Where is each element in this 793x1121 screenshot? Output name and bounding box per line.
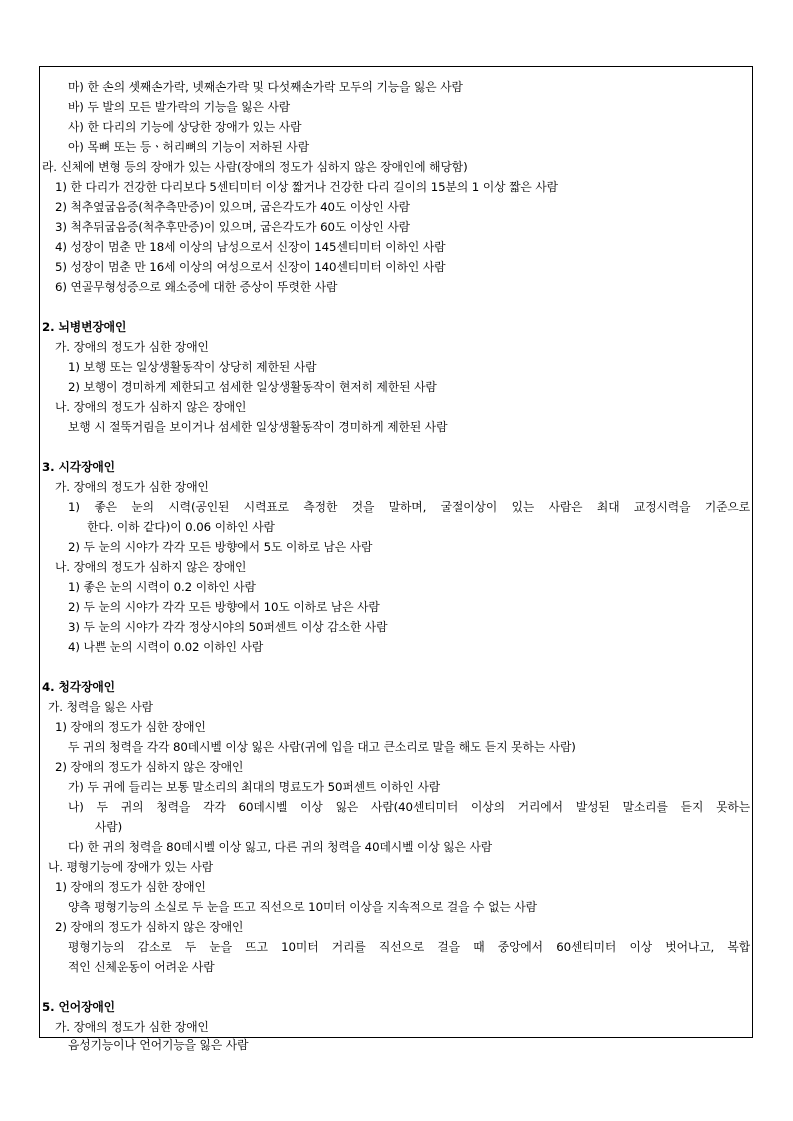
text-line: 1) 좋은 눈의 시력(공인된 시력표로 측정한 것을 말하며, 굴절이상이 있는 사람은 최대 교정시력을 기준으로 bbox=[68, 500, 750, 514]
section-heading: 2. 뇌병변장애인 bbox=[42, 320, 127, 334]
text-line: 가. 청력을 잃은 사람 bbox=[48, 700, 153, 714]
text-line: 평형기능의 감소로 두 눈을 뜨고 10미터 거리를 직선으로 걸을 때 중앙에서 60센티미터 이상 벗어나고, 복합 bbox=[68, 940, 750, 954]
text-line: 2) 장애의 정도가 심하지 않은 장애인 bbox=[55, 920, 244, 934]
text-line: 1) 장애의 정도가 심한 장애인 bbox=[55, 880, 206, 894]
text-line: 가. 장애의 정도가 심한 장애인 bbox=[55, 1020, 209, 1034]
text-line: 나. 장애의 정도가 심하지 않은 장애인 bbox=[55, 400, 247, 414]
text-line: 음성기능이나 언어기능을 잃은 사람 bbox=[68, 1038, 249, 1052]
section-heading: 5. 언어장애인 bbox=[42, 1000, 115, 1014]
text-line: 사람) bbox=[95, 820, 123, 834]
text-line: 2) 척추옆굽음증(척추측만증)이 있으며, 굽은각도가 40도 이상인 사람 bbox=[55, 200, 410, 214]
text-line: 4) 나쁜 눈의 시력이 0.02 이하인 사람 bbox=[68, 640, 264, 654]
text-line: 1) 장애의 정도가 심한 장애인 bbox=[55, 720, 206, 734]
text-line: 바) 두 발의 모든 발가락의 기능을 잃은 사람 bbox=[68, 100, 291, 114]
text-line: 나. 평형기능에 장애가 있는 사람 bbox=[48, 860, 214, 874]
text-line: 두 귀의 청력을 각각 80데시벨 이상 잃은 사람(귀에 입을 대고 큰소리로 말을 해도 듣지 못하는 사람) bbox=[68, 740, 576, 754]
text-line: 다) 한 귀의 청력을 80데시벨 이상 잃고, 다른 귀의 청력을 40데시벨 이상 잃은 사람 bbox=[68, 840, 493, 854]
text-line: 아) 목뼈 또는 등ㆍ허리뼈의 기능이 저하된 사람 bbox=[68, 140, 310, 154]
text-line: 2) 장애의 정도가 심하지 않은 장애인 bbox=[55, 760, 244, 774]
text-line: 5) 성장이 멈춘 만 16세 이상의 여성으로서 신장이 140센티미터 이하인 사람 bbox=[55, 260, 446, 274]
text-line: 사) 한 다리의 기능에 상당한 장애가 있는 사람 bbox=[68, 120, 302, 134]
text-line: 한다. 이하 같다)이 0.06 이하인 사람 bbox=[87, 520, 275, 534]
text-line: 가. 장애의 정도가 심한 장애인 bbox=[55, 340, 209, 354]
text-line: 보행 시 절뚝거림을 보이거나 섬세한 일상생활동작이 경미하게 제한된 사람 bbox=[68, 420, 448, 434]
text-line: 나. 장애의 정도가 심하지 않은 장애인 bbox=[55, 560, 247, 574]
text-line: 가. 장애의 정도가 심한 장애인 bbox=[55, 480, 209, 494]
document-content-box bbox=[39, 66, 753, 1052]
text-line: 3) 두 눈의 시야가 각각 정상시야의 50퍼센트 이상 감소한 사람 bbox=[68, 620, 388, 634]
text-line: 양측 평형기능의 소실로 두 눈을 뜨고 직선으로 10미터 이상을 지속적으로 걸을 수 없는 사람 bbox=[68, 900, 537, 914]
text-line: 4) 성장이 멈춘 만 18세 이상의 남성으로서 신장이 145센티미터 이하인 사람 bbox=[55, 240, 446, 254]
text-line: 마) 한 손의 셋째손가락, 넷째손가락 및 다섯째손가락 모두의 기능을 잃은 사람 bbox=[68, 80, 463, 94]
text-line: 나) 두 귀의 청력을 각각 60데시벨 이상 잃은 사람(40센티미터 이상의 거리에서 발성된 말소리를 듣지 못하는 bbox=[68, 800, 750, 814]
text-line: 가) 두 귀에 들리는 보통 말소리의 최대의 명료도가 50퍼센트 이하인 사람 bbox=[68, 780, 441, 794]
text-line: 2) 두 눈의 시야가 각각 모든 방향에서 10도 이하로 남은 사람 bbox=[68, 600, 380, 614]
text-line: 라. 신체에 변형 등의 장애가 있는 사람(장애의 정도가 심하지 않은 장애인에 해당함) bbox=[42, 160, 468, 174]
text-line: 3) 척추뒤굽음증(척추후만증)이 있으며, 굽은각도가 60도 이상인 사람 bbox=[55, 220, 410, 234]
text-line: 2) 보행이 경미하게 제한되고 섬세한 일상생활동작이 현저히 제한된 사람 bbox=[68, 380, 437, 394]
text-line: 2) 두 눈의 시야가 각각 모든 방향에서 5도 이하로 남은 사람 bbox=[68, 540, 373, 554]
section-heading: 4. 청각장애인 bbox=[42, 680, 115, 694]
text-line: 적인 신체운동이 어려운 사람 bbox=[68, 960, 215, 974]
text-line: 1) 한 다리가 건강한 다리보다 5센티미터 이상 짧거나 건강한 다리 길이의 15분의 1 이상 짧은 사람 bbox=[55, 180, 558, 194]
text-line: 1) 좋은 눈의 시력이 0.2 이하인 사람 bbox=[68, 580, 256, 594]
text-line: 1) 보행 또는 일상생활동작이 상당히 제한된 사람 bbox=[68, 360, 317, 374]
text-line: 6) 연골무형성증으로 왜소증에 대한 증상이 뚜렷한 사람 bbox=[55, 280, 338, 294]
section-heading: 3. 시각장애인 bbox=[42, 460, 115, 474]
